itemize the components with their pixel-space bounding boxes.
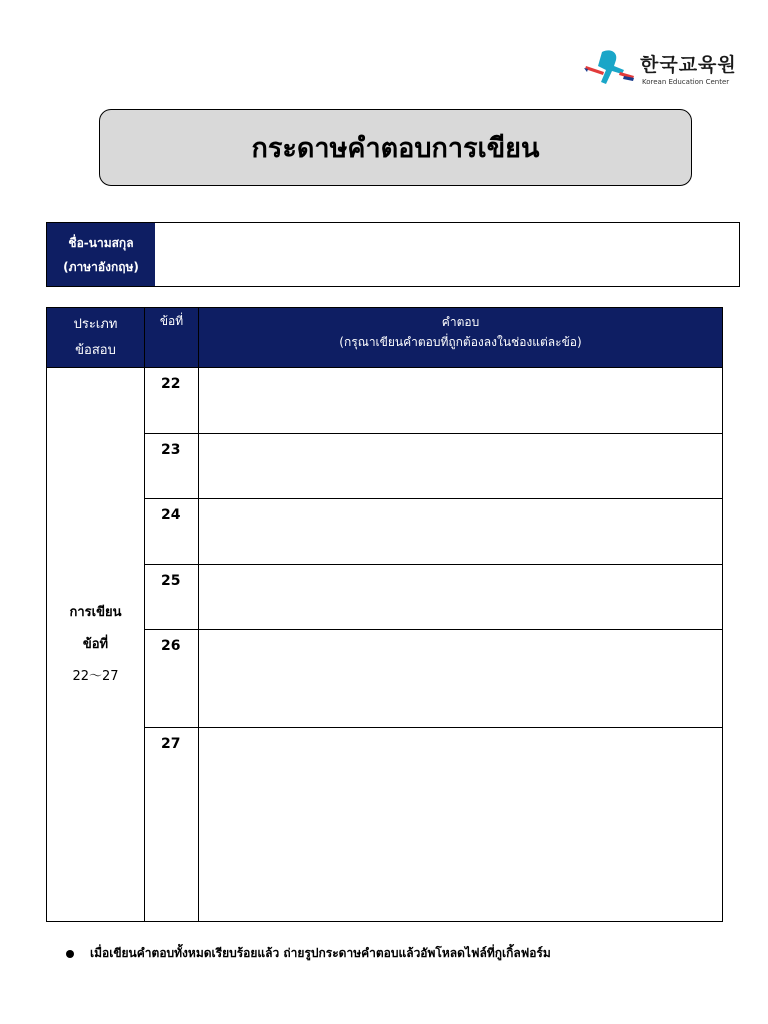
type-cell-line1: การเขียน — [69, 604, 122, 620]
header-answer-line1: คำตอบ — [441, 315, 480, 329]
answer-cell[interactable] — [199, 434, 723, 499]
header-type-line1: ประเภท — [73, 317, 118, 332]
logo-name-english: Korean Education Center — [642, 78, 730, 86]
header-answer-line2: (กรุณาเขียนคำตอบที่ถูกต้องลงในช่องแต่ละข้อ) — [339, 335, 582, 349]
answer-cell[interactable] — [199, 565, 723, 630]
korean-education-center-logo — [584, 48, 740, 92]
question-number: 25 — [145, 565, 199, 630]
table-row — [47, 434, 723, 499]
table-row — [47, 368, 723, 434]
answer-table — [46, 307, 723, 922]
header-question-type — [47, 308, 145, 368]
question-number: 24 — [145, 499, 199, 565]
question-number: 22 — [145, 368, 199, 434]
type-cell-range: 22～27 — [72, 668, 119, 684]
header-question-number: ข้อที่ — [145, 308, 199, 368]
page-title: กระดาษคำตอบการเขียน — [251, 133, 540, 164]
question-number: 23 — [145, 434, 199, 499]
title-box — [99, 109, 692, 186]
table-row — [47, 565, 723, 630]
header-type-line2: ข้อสอบ — [75, 343, 116, 358]
table-row — [47, 728, 723, 922]
table-row — [47, 499, 723, 565]
name-label-line1: ชื่อ-นามสกุล — [68, 235, 134, 250]
answer-cell[interactable] — [199, 499, 723, 565]
footer-instruction-text: เมื่อเขียนคำตอบทั้งหมดเรียบร้อยแล้ว ถ่ายรูปกระดาษคำตอบแล้วอัพโหลดไฟล์ที่กูเกิ้ลฟอร์ม — [90, 946, 551, 960]
name-field[interactable] — [155, 223, 739, 286]
type-cell-line2: ข้อที่ — [82, 636, 109, 652]
header-answer — [199, 308, 723, 368]
answer-cell[interactable] — [199, 728, 723, 922]
question-number: 27 — [145, 728, 199, 922]
bullet-icon — [66, 950, 74, 958]
name-label-line2: (ภาษาอังกฤษ) — [63, 259, 139, 274]
footer-instruction — [66, 944, 551, 963]
name-block — [46, 222, 740, 287]
question-type-cell — [47, 368, 145, 922]
logo-mark-icon — [584, 48, 636, 90]
name-label — [47, 223, 155, 286]
answer-cell[interactable] — [199, 630, 723, 728]
question-number: 26 — [145, 630, 199, 728]
table-row — [47, 630, 723, 728]
table-header-row — [47, 308, 723, 368]
logo-name-korean: 한국교육원 — [640, 54, 737, 76]
answer-cell[interactable] — [199, 368, 723, 434]
